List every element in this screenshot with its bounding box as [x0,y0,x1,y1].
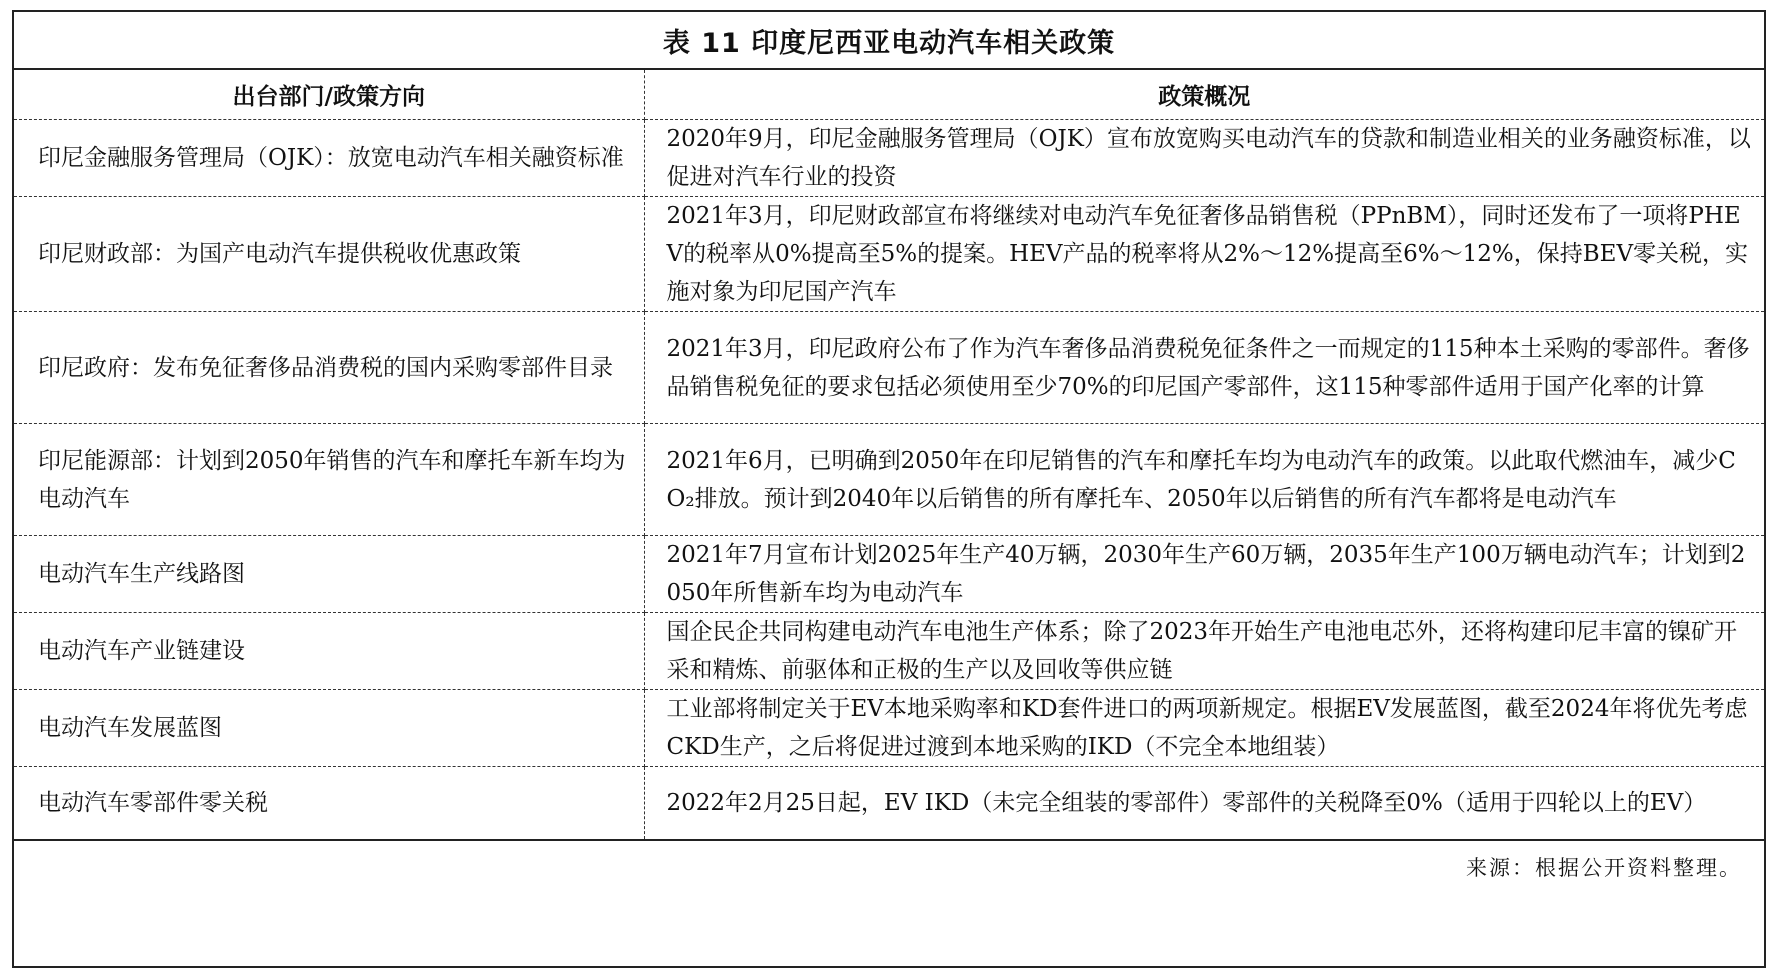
department-cell: 印尼财政部：为国产电动汽车提供税收优惠政策 [14,197,644,312]
overview-cell: 2021年3月，印尼政府公布了作为汽车奢侈品消费税免征条件之一而规定的115种本土采购的零部件。奢侈品销售税免征的要求包括必须使用至少70%的印尼国产零部件，这115种零部件适用于国产化率的计算 [644,312,1764,424]
overview-cell: 2021年7月宣布计划2025年生产40万辆，2030年生产60万辆，2035年生产100万辆电动汽车；计划到2050年所售新车均为电动汽车 [644,536,1764,613]
department-cell: 电动汽车零部件零关税 [14,767,644,840]
column-header-department: 出台部门/政策方向 [14,70,644,120]
column-header-overview: 政策概况 [644,70,1764,120]
department-cell: 印尼政府：发布免征奢侈品消费税的国内采购零部件目录 [14,312,644,424]
table-title: 表 11 印度尼西亚电动汽车相关政策 [14,12,1764,70]
overview-cell: 2022年2月25日起，EV IKD（未完全组装的零部件）零部件的关税降至0%（适用于四轮以上的EV） [644,767,1764,840]
overview-cell: 2020年9月，印尼金融服务管理局（OJK）宣布放宽购买电动汽车的贷款和制造业相关的业务融资标准，以促进对汽车行业的投资 [644,120,1764,197]
table-row [14,613,1764,690]
department-cell: 印尼能源部：计划到2050年销售的汽车和摩托车新车均为电动汽车 [14,424,644,536]
table-row [14,312,1764,424]
table-row [14,197,1764,312]
policy-table-frame [12,10,1766,968]
overview-cell: 2021年3月，印尼财政部宣布将继续对电动汽车免征奢侈品销售税（PPnBM），同时还发布了一项将PHEV的税率从0%提高至5%的提案。HEV产品的税率将从2%～12%提高至6%～12%，保持BEV零关税，实施对象为印尼国产汽车 [644,197,1764,312]
source-note: 来源：根据公开资料整理。 [1466,855,1742,880]
table-header-row [14,70,1764,120]
table-row [14,690,1764,767]
overview-cell: 国企民企共同构建电动汽车电池生产体系；除了2023年开始生产电池电芯外，还将构建印尼丰富的镍矿开采和精炼、前驱体和正极的生产以及回收等供应链 [644,613,1764,690]
department-cell: 电动汽车发展蓝图 [14,690,644,767]
policy-table [14,70,1764,841]
table-row [14,767,1764,840]
overview-cell: 工业部将制定关于EV本地采购率和KD套件进口的两项新规定。根据EV发展蓝图，截至2024年将优先考虑CKD生产，之后将促进过渡到本地采购的IKD（不完全本地组装） [644,690,1764,767]
department-cell: 电动汽车产业链建设 [14,613,644,690]
table-row [14,120,1764,197]
overview-cell: 2021年6月，已明确到2050年在印尼销售的汽车和摩托车均为电动汽车的政策。以此取代燃油车，减少CO₂排放。预计到2040年以后销售的所有摩托车、2050年以后销售的所有汽车都将是电动汽车 [644,424,1764,536]
table-row [14,424,1764,536]
department-cell: 电动汽车生产线路图 [14,536,644,613]
department-cell: 印尼金融服务管理局（OJK）：放宽电动汽车相关融资标准 [14,120,644,197]
table-row [14,536,1764,613]
